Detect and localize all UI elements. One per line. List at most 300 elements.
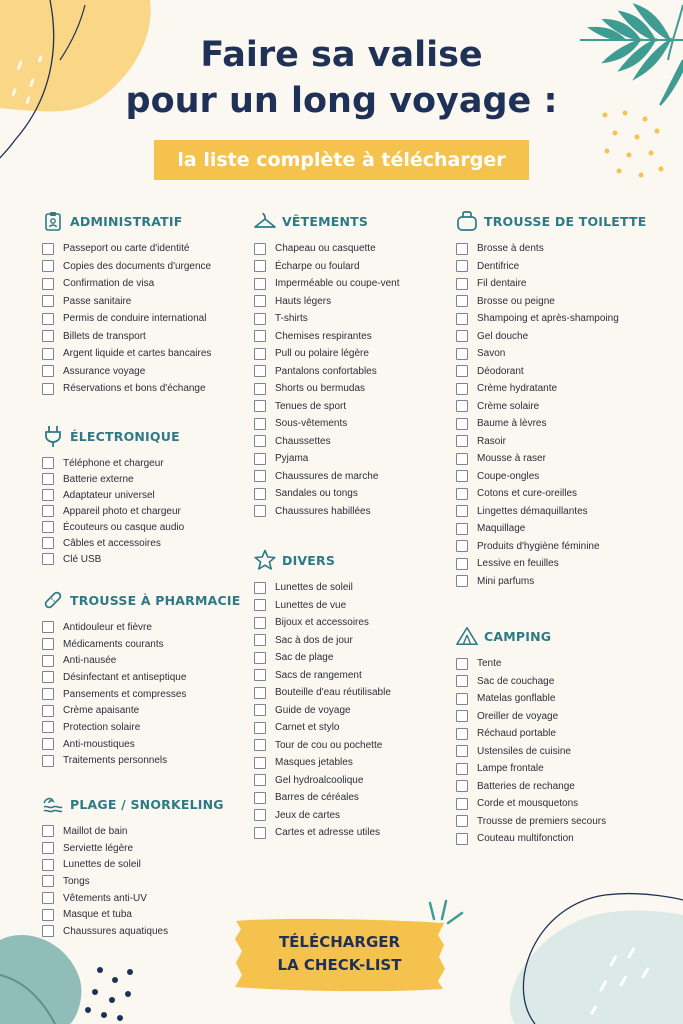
- section-vetements: [254, 209, 454, 520]
- checklist-item[interactable]: [42, 535, 242, 551]
- checklist-item[interactable]: [456, 433, 666, 451]
- checklist-item[interactable]: [254, 597, 454, 615]
- checkbox[interactable]: [254, 739, 266, 751]
- checklist-item[interactable]: [254, 719, 454, 737]
- checklist-item-label: Crème hydratante: [477, 383, 558, 395]
- checklist-item[interactable]: [42, 455, 242, 471]
- checkbox[interactable]: [42, 925, 54, 937]
- checklist-item[interactable]: [456, 690, 666, 708]
- checklist-item[interactable]: [456, 468, 666, 486]
- checklist-item-label: Mousse à raser: [477, 453, 546, 465]
- checkbox[interactable]: [456, 470, 468, 482]
- checklist-item[interactable]: [254, 632, 454, 650]
- checklist-item-label: Maillot de bain: [63, 825, 128, 837]
- checklist-item-label: Tongs: [63, 875, 90, 887]
- checkbox[interactable]: [254, 470, 266, 482]
- checklist-item[interactable]: [254, 398, 454, 416]
- checklist-item-label: Clé USB: [63, 553, 102, 565]
- section-toilette: [456, 209, 666, 590]
- checklist-item[interactable]: [456, 485, 666, 503]
- checklist-item[interactable]: [254, 345, 454, 363]
- checklist-item[interactable]: [456, 538, 666, 556]
- checklist-item[interactable]: [42, 823, 252, 840]
- checklist-item-label: Masque et tuba: [63, 909, 132, 921]
- checklist-item[interactable]: [456, 415, 666, 433]
- checkbox[interactable]: [254, 278, 266, 290]
- checkbox[interactable]: [456, 278, 468, 290]
- section-camping: [456, 624, 666, 848]
- checklist-item[interactable]: [254, 415, 454, 433]
- checklist-item[interactable]: [254, 275, 454, 293]
- checkbox[interactable]: [456, 260, 468, 272]
- checklist-item-label: Réchaud portable: [477, 728, 556, 740]
- checkbox[interactable]: [254, 792, 266, 804]
- checkbox[interactable]: [42, 278, 54, 290]
- checkbox[interactable]: [456, 348, 468, 360]
- checklist-item-label: Tente: [477, 658, 502, 670]
- checklist-item-label: Bouteille d'eau réutilisable: [275, 687, 391, 699]
- checklist-item-label: Sacs de rangement: [275, 669, 362, 681]
- section-title: TROUSSE À PHARMACIE: [70, 592, 241, 608]
- checklist-item[interactable]: [254, 468, 454, 486]
- checklist-item[interactable]: [254, 614, 454, 632]
- checklist-item-label: Gel hydroalcoolique: [275, 774, 364, 786]
- checkbox[interactable]: [456, 400, 468, 412]
- checkbox[interactable]: [254, 599, 266, 611]
- checklist-item[interactable]: [254, 328, 454, 346]
- checklist: [42, 823, 252, 940]
- checklist-item[interactable]: [42, 856, 252, 873]
- checklist-item[interactable]: [456, 830, 666, 848]
- section-header: [456, 624, 666, 648]
- checkbox[interactable]: [254, 313, 266, 325]
- section-header: [254, 548, 454, 572]
- checklist-item-label: Hauts légers: [275, 295, 332, 307]
- checklist-item[interactable]: [254, 240, 454, 258]
- checklist-item[interactable]: [456, 398, 666, 416]
- checklist-item[interactable]: [456, 760, 666, 778]
- checklist-item[interactable]: [456, 380, 666, 398]
- bandage-icon: [42, 589, 64, 611]
- checkbox[interactable]: [456, 763, 468, 775]
- checkbox[interactable]: [254, 400, 266, 412]
- checklist-item[interactable]: [456, 555, 666, 573]
- section-title: VÊTEMENTS: [282, 213, 369, 229]
- checklist-item-label: Gel douche: [477, 330, 529, 342]
- checklist-item-label: Shampoing et après-shampoing: [477, 313, 619, 325]
- checklist-item-label: Imperméable ou coupe-vent: [275, 278, 400, 290]
- checklist-item[interactable]: [254, 667, 454, 685]
- checkbox[interactable]: [42, 348, 54, 360]
- checkbox[interactable]: [456, 728, 468, 740]
- checkbox[interactable]: [42, 553, 54, 565]
- checkbox[interactable]: [42, 688, 54, 700]
- checklist-item[interactable]: [254, 310, 454, 328]
- checklist-item-label: Sac de plage: [275, 652, 334, 664]
- checklist-item-label: Oreiller de voyage: [477, 710, 559, 722]
- checklist-item-label: Rasoir: [477, 435, 506, 447]
- checklist-item-label: Coupe-ongles: [477, 470, 540, 482]
- checklist-item[interactable]: [456, 345, 666, 363]
- checklist-item[interactable]: [42, 686, 252, 703]
- section-header: [42, 209, 242, 233]
- cta-line-1: TÉLÉCHARGER: [278, 933, 401, 951]
- checkbox[interactable]: [456, 488, 468, 500]
- checkbox[interactable]: [456, 295, 468, 307]
- checklist-item-label: Lampe frontale: [477, 763, 544, 775]
- checkbox[interactable]: [254, 418, 266, 430]
- checklist-item[interactable]: [254, 807, 454, 825]
- checkbox[interactable]: [254, 617, 266, 629]
- checklist-item[interactable]: [42, 328, 242, 346]
- checklist-item[interactable]: [42, 890, 252, 907]
- checkbox[interactable]: [456, 418, 468, 430]
- section-pharmacie: [42, 588, 252, 769]
- checkbox[interactable]: [456, 383, 468, 395]
- checkbox[interactable]: [456, 540, 468, 552]
- checklist-item-label: Écharpe ou foulard: [275, 260, 360, 272]
- checklist-item-label: Maquillage: [477, 523, 526, 535]
- checkbox[interactable]: [42, 537, 54, 549]
- checkbox[interactable]: [254, 652, 266, 664]
- checklist-item[interactable]: [456, 450, 666, 468]
- checklist-item-label: Savon: [477, 348, 506, 360]
- checkbox[interactable]: [42, 671, 54, 683]
- checkbox[interactable]: [42, 260, 54, 272]
- checklist-item[interactable]: [42, 619, 252, 636]
- checkbox[interactable]: [456, 313, 468, 325]
- checklist-item[interactable]: [42, 363, 242, 381]
- checkbox[interactable]: [254, 435, 266, 447]
- checklist-item-label: Masques jetables: [275, 757, 353, 769]
- checkbox[interactable]: [42, 521, 54, 533]
- checklist-item-label: Permis de conduire international: [63, 313, 207, 325]
- checklist-item-label: Produits d'hygiène féminine: [477, 540, 600, 552]
- checkbox[interactable]: [456, 523, 468, 535]
- checklist-item-label: Billets de transport: [63, 330, 146, 342]
- checklist-item[interactable]: [42, 702, 252, 719]
- checklist-item[interactable]: [254, 737, 454, 755]
- checkbox[interactable]: [42, 842, 54, 854]
- checkbox[interactable]: [254, 330, 266, 342]
- checkbox[interactable]: [42, 383, 54, 395]
- checkbox[interactable]: [42, 705, 54, 717]
- checklist-item-label: Brosse ou peigne: [477, 295, 555, 307]
- checkbox[interactable]: [254, 488, 266, 500]
- checklist-item[interactable]: [42, 873, 252, 890]
- title-line-2: pour un long voyage :: [125, 81, 558, 121]
- download-checklist-button[interactable]: [232, 915, 447, 993]
- checklist-item[interactable]: [42, 275, 242, 293]
- checklist-item[interactable]: [254, 684, 454, 702]
- checklist-item[interactable]: [456, 275, 666, 293]
- checklist-item[interactable]: [42, 310, 242, 328]
- checklist-item-label: Shorts ou bermudas: [275, 383, 366, 395]
- section-title: ÉLECTRONIQUE: [70, 428, 180, 444]
- checklist-item-label: Tour de cou ou pochette: [275, 739, 383, 751]
- sparkle-lines: [428, 897, 468, 927]
- checklist-item-label: Carnet et stylo: [275, 722, 340, 734]
- checklist-item-label: Câbles et accessoires: [63, 537, 161, 549]
- checklist-item[interactable]: [456, 503, 666, 521]
- star-icon: [254, 549, 276, 571]
- checkbox[interactable]: [42, 738, 54, 750]
- checkbox[interactable]: [456, 453, 468, 465]
- checklist-item[interactable]: [42, 669, 252, 686]
- checklist-item[interactable]: [456, 743, 666, 761]
- checklist: [254, 240, 454, 520]
- checklist-item[interactable]: [456, 813, 666, 831]
- checklist-item-label: Sac de couchage: [477, 675, 555, 687]
- checklist-item[interactable]: [42, 753, 252, 770]
- checkbox[interactable]: [42, 243, 54, 255]
- checkbox[interactable]: [254, 348, 266, 360]
- checklist-item[interactable]: [254, 450, 454, 468]
- checklist-item[interactable]: [42, 736, 252, 753]
- checklist-item[interactable]: [42, 906, 252, 923]
- checkbox[interactable]: [456, 558, 468, 570]
- checklist-item-label: Chaussures de marche: [275, 470, 379, 482]
- checkbox[interactable]: [42, 457, 54, 469]
- checklist-item[interactable]: [254, 503, 454, 521]
- checklist-item[interactable]: [456, 258, 666, 276]
- checklist-item[interactable]: [456, 725, 666, 743]
- section-header: [42, 588, 252, 612]
- checklist-item-label: Lunettes de vue: [275, 599, 347, 611]
- section-title: CAMPING: [484, 628, 552, 644]
- checklist-item-label: Trousse de premiers secours: [477, 815, 607, 827]
- toiletry-bag-icon: [456, 210, 478, 232]
- checkbox[interactable]: [254, 809, 266, 821]
- section-title: TROUSSE DE TOILETTE: [484, 213, 647, 229]
- checklist-item-label: Lunettes de soleil: [63, 859, 141, 871]
- checklist-item[interactable]: [42, 471, 242, 487]
- checkbox[interactable]: [456, 330, 468, 342]
- checkbox[interactable]: [254, 295, 266, 307]
- checkbox[interactable]: [42, 655, 54, 667]
- checkbox[interactable]: [254, 365, 266, 377]
- checklist-item[interactable]: [42, 380, 242, 398]
- checklist-item-label: Lunettes de soleil: [275, 582, 353, 594]
- checklist-item-label: Confirmation de visa: [63, 278, 155, 290]
- checkbox[interactable]: [456, 780, 468, 792]
- checklist-item[interactable]: [42, 487, 242, 503]
- checklist-item-label: Bijoux et accessoires: [275, 617, 369, 629]
- checklist-item-label: Jeux de cartes: [275, 809, 341, 821]
- waves-icon: [42, 793, 64, 815]
- section-plage: [42, 792, 252, 940]
- checklist-item[interactable]: [254, 772, 454, 790]
- section-divers: [254, 548, 454, 842]
- checklist-item[interactable]: [254, 824, 454, 842]
- checkbox[interactable]: [42, 825, 54, 837]
- checkbox[interactable]: [456, 675, 468, 687]
- checkbox[interactable]: [42, 892, 54, 904]
- checklist-item[interactable]: [254, 433, 454, 451]
- checklist-item[interactable]: [456, 310, 666, 328]
- checkbox[interactable]: [254, 669, 266, 681]
- checkbox[interactable]: [456, 815, 468, 827]
- checkbox[interactable]: [42, 295, 54, 307]
- subtitle-text: la liste complète à télécharger: [177, 149, 506, 171]
- checkbox[interactable]: [456, 243, 468, 255]
- checklist-item[interactable]: [456, 655, 666, 673]
- checklist-item[interactable]: [254, 789, 454, 807]
- checklist-item-label: Crème apaisante: [63, 705, 140, 717]
- checkbox[interactable]: [254, 687, 266, 699]
- checklist-item[interactable]: [254, 702, 454, 720]
- checkbox[interactable]: [42, 489, 54, 501]
- checkbox[interactable]: [42, 875, 54, 887]
- checklist-item-label: Adaptateur universel: [63, 489, 155, 501]
- checklist-item-label: Écouteurs ou casque audio: [63, 521, 185, 533]
- checkbox[interactable]: [254, 260, 266, 272]
- checklist-item[interactable]: [42, 551, 242, 567]
- section-header: [456, 209, 666, 233]
- tent-icon: [456, 625, 478, 647]
- checklist-item[interactable]: [254, 754, 454, 772]
- checkbox[interactable]: [42, 330, 54, 342]
- checklist-item-label: Déodorant: [477, 365, 524, 377]
- checkbox[interactable]: [42, 621, 54, 633]
- checklist-item[interactable]: [42, 840, 252, 857]
- checklist: [42, 619, 252, 769]
- checklist-item-label: Pansements et compresses: [63, 688, 187, 700]
- checklist-item[interactable]: [456, 520, 666, 538]
- checklist-item[interactable]: [456, 673, 666, 691]
- checklist-item[interactable]: [456, 795, 666, 813]
- cta-line-2: LA CHECK-LIST: [277, 956, 402, 974]
- checkbox[interactable]: [456, 833, 468, 845]
- section-title: PLAGE / SNORKELING: [70, 796, 224, 812]
- checklist: [42, 455, 242, 567]
- checklist-item-label: Corde et mousquetons: [477, 798, 579, 810]
- checklist-item[interactable]: [42, 636, 252, 653]
- checklist-item-label: Antidouleur et fièvre: [63, 621, 152, 633]
- checkbox[interactable]: [42, 505, 54, 517]
- checklist-item-label: Sous-vêtements: [275, 418, 348, 430]
- checkbox[interactable]: [254, 704, 266, 716]
- checklist-item-label: Chapeau ou casquette: [275, 243, 376, 255]
- checklist-item[interactable]: [42, 519, 242, 535]
- checklist-item-label: Brosse à dents: [477, 243, 544, 255]
- checkbox[interactable]: [456, 658, 468, 670]
- checklist-item-label: Chemises respirantes: [275, 330, 372, 342]
- checklist-item-label: Réservations et bons d'échange: [63, 383, 206, 395]
- checkbox[interactable]: [42, 638, 54, 650]
- checkbox[interactable]: [42, 473, 54, 485]
- checkbox[interactable]: [456, 798, 468, 810]
- checkbox[interactable]: [254, 505, 266, 517]
- section-header: [42, 424, 242, 448]
- cta-label: [232, 931, 447, 977]
- section-administratif: [42, 209, 242, 398]
- checkbox[interactable]: [254, 383, 266, 395]
- checkbox[interactable]: [42, 313, 54, 325]
- blob-bottom-right: [495, 885, 683, 1024]
- checklist-item[interactable]: [254, 258, 454, 276]
- checklist-item[interactable]: [456, 328, 666, 346]
- checklist-item[interactable]: [42, 923, 252, 940]
- checklist-item[interactable]: [456, 573, 666, 591]
- checklist-item[interactable]: [456, 363, 666, 381]
- checklist: [42, 240, 242, 398]
- checklist-item[interactable]: [42, 240, 242, 258]
- checkbox[interactable]: [456, 505, 468, 517]
- checklist-item-label: Batteries de rechange: [477, 780, 575, 792]
- checklist-item-label: T-shirts: [275, 313, 308, 325]
- checklist-item[interactable]: [254, 649, 454, 667]
- checklist-item-label: Cartes et adresse utiles: [275, 827, 381, 839]
- checklist-item-label: Désinfectant et antiseptique: [63, 671, 187, 683]
- checklist-item-label: Téléphone et chargeur: [63, 457, 164, 469]
- checklist-item-label: Cotons et cure-oreilles: [477, 488, 578, 500]
- checklist-item[interactable]: [254, 363, 454, 381]
- checklist-item[interactable]: [254, 485, 454, 503]
- checklist-item[interactable]: [456, 293, 666, 311]
- checklist-item[interactable]: [456, 240, 666, 258]
- checklist-item[interactable]: [254, 579, 454, 597]
- checkbox[interactable]: [456, 710, 468, 722]
- checkbox[interactable]: [456, 745, 468, 757]
- checkbox[interactable]: [254, 722, 266, 734]
- checkbox[interactable]: [42, 755, 54, 767]
- checklist-item[interactable]: [42, 258, 242, 276]
- checkbox[interactable]: [456, 435, 468, 447]
- checklist-item-label: Fil dentaire: [477, 278, 527, 290]
- checkbox[interactable]: [254, 582, 266, 594]
- checklist-item[interactable]: [42, 345, 242, 363]
- checkbox[interactable]: [456, 693, 468, 705]
- checklist-item-label: Couteau multifonction: [477, 833, 574, 845]
- checklist-item[interactable]: [42, 719, 252, 736]
- checklist-item[interactable]: [254, 380, 454, 398]
- checkbox[interactable]: [254, 757, 266, 769]
- checklist-item[interactable]: [456, 708, 666, 726]
- checklist-item[interactable]: [42, 503, 242, 519]
- checklist-item-label: Ustensiles de cuisine: [477, 745, 571, 757]
- checklist-item-label: Crème solaire: [477, 400, 540, 412]
- checklist-item-label: Pull ou polaire légère: [275, 348, 369, 360]
- checklist-item-label: Passeport ou carte d'identité: [63, 243, 190, 255]
- checklist-item-label: Sandales ou tongs: [275, 488, 358, 500]
- checklist-item-label: Argent liquide et cartes bancaires: [63, 348, 212, 360]
- checklist-item-label: Appareil photo et chargeur: [63, 505, 181, 517]
- plug-icon: [42, 425, 64, 447]
- checkbox[interactable]: [254, 634, 266, 646]
- section-title: DIVERS: [282, 552, 336, 568]
- checkbox[interactable]: [42, 721, 54, 733]
- checkbox[interactable]: [456, 575, 468, 587]
- checkbox[interactable]: [254, 774, 266, 786]
- checkbox[interactable]: [254, 243, 266, 255]
- checklist-item[interactable]: [254, 293, 454, 311]
- checklist-item[interactable]: [42, 293, 242, 311]
- checkbox[interactable]: [254, 453, 266, 465]
- checkbox[interactable]: [42, 859, 54, 871]
- checklist-item[interactable]: [42, 652, 252, 669]
- checklist: [254, 579, 454, 842]
- section-header: [254, 209, 454, 233]
- checklist-item-label: Médicaments courants: [63, 638, 164, 650]
- checklist-item[interactable]: [456, 778, 666, 796]
- checkbox[interactable]: [456, 365, 468, 377]
- checklist-item-label: Pantalons confortables: [275, 365, 377, 377]
- checkbox[interactable]: [254, 827, 266, 839]
- checklist-item-label: Pyjama: [275, 453, 309, 465]
- checkbox[interactable]: [42, 909, 54, 921]
- checkbox[interactable]: [42, 365, 54, 377]
